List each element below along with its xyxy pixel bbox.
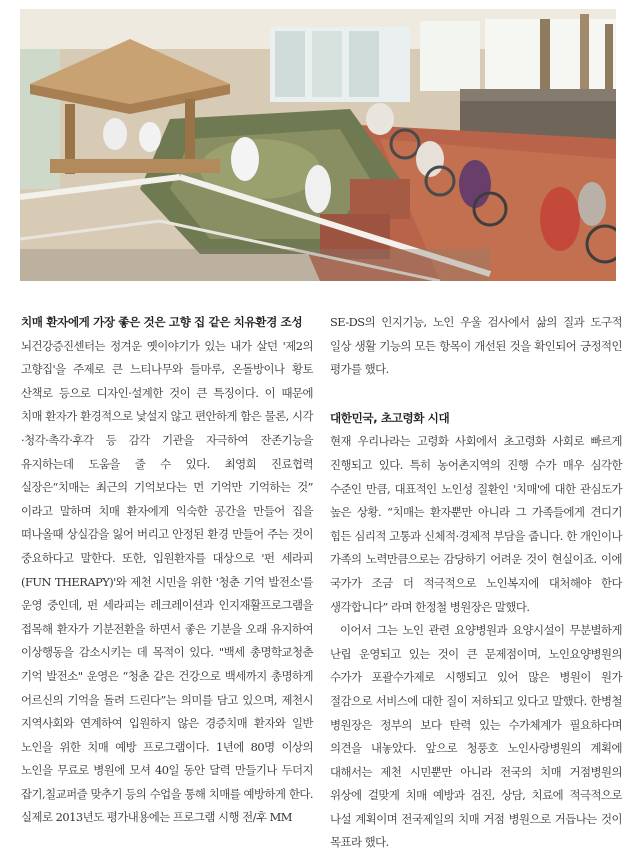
article-photo <box>20 9 616 281</box>
paragraph-continued: SE-DS의 인지기능, 노인 우울 검사에서 삶의 질과 도구적 일상 생활 기능의 모든 항목이 개선된 것을 확인되어 긍정적인 평가를 했다. <box>330 315 622 377</box>
paragraph-hospital-plans: 이어서 그는 노인 관련 요양병원과 요양시설이 무분별하게 난립 운영되고 있는 것이 큰 문제점이며, 노인요양병원의 수가가 포괄수가제로 시행되고 있어 많은 병원이 원가 절감으로 서비스에 대한 질이 저하되고 있다고 말했다. 한병철 병원장은 정부의 보다 탄력 있는 수가체계가 필요하다며 의견을 내놓았다. 앞으로 청풍호 노인사랑병원의 계획에 대해서는 제천 시민뿐만 아니라 전국의 치매 거점병원의 위상에 걸맞게 치매 예방과 검진, 상담, 치료에 적극적으로 나설 계획이며 전국제일의 치매 거점 병원으로 거듭나는 것이 목표라 했다. <box>330 623 622 850</box>
paragraph-super-aged-society: 현재 우리나라는 고령화 사회에서 초고령화 사회로 빠르게 진행되고 있다. 특히 농어촌지역의 진행 수가 매우 심각한 수준인 만큼, 대표적인 노인성 질환인 '치매'에 대한 관심도가 높은 상황. “치매는 환자뿐만 아니라 그 가족들에게 견디기 힘든 심리적 고통과 신체적·경제적 부담을 줍니다. 한 개인이나 가족의 노력만큼으로는 감당하기 어려운 것이 현실이죠. 이에 국가가 조금 더 적극적으로 노인복지에 대처해야 한다 생각합니다” 라며 한정철 병원장은 말했다. <box>330 434 622 614</box>
hospital-atrium-photo <box>20 9 616 281</box>
section-spacer <box>330 382 622 407</box>
left-column <box>21 311 313 830</box>
paragraph-healing-environment: 뇌건강증진센터는 정겨운 옛이야기가 있는 내가 살던 '제2의 고향집'을 주제로 큰 느티나무와 들마루, 온돌방이나 황토 산책로 등으로 디자인·설계한 것이 큰 특징이다. 이 때문에 치매 환자가 환경적으로 낯설지 않고 편안하게 함은 물론, 시각·청각·촉각·후각 등 감각 기관을 자극하여 잔존기능을 유지하는데 도움을 줄 수 있다. 최영희 진료협력 실장은“치매는 최근의 기억보다는 먼 기억만 기억하는 것” 이라고 말하며 치매 환자에게 익숙한 공간을 만들어 집을 떠나올때 상실감을 잃어 버리고 안정된 환경 만들어 주는 것이 중요하다고 말한다. 또한, 입원환자를 대상으로 '펀 세라피(FUN THERAPY)'와 제천 시민을 위한 '청춘 기억 발전소'를 운영 중인데, 펀 세라피는 레크레이션과 인지재활프로그램을 접목해 환자가 기분전환을 하면서 좋은 기분을 오래 유지하여 이상행동을 감소시키는 데 목적이 있다. "백세 총명학교청춘 기억 발전소" 운영은 “청춘 같은 건강으로 백세까지 총명하게 어르신의 기억을 돌려 드린다”는 의미를 담고 있으며, 제천시 지역사회와 연계하여 입원하지 않은 경증치매 환자와 일반 노인을 위한 치매 예방 프로그램이다. 1년에 80명 이상의 노인을 무료로 병원에 모셔 40일 동안 달력 만들기나 두더지 잡기,칠교퍼즐 맞추기 등의 수업을 통해 치매를 예방하게 한다. 실제로 2013년도 평가내용에는 프로그램 시행 전/후 MM <box>21 338 313 825</box>
section-heading-healing-environment: 치매 환자에게 가장 좋은 것은 고향 집 같은 치유환경 조성 <box>21 315 303 329</box>
right-column <box>330 311 622 855</box>
section-heading-super-aged-society: 대한민국, 초고령화 시대 <box>330 410 450 425</box>
